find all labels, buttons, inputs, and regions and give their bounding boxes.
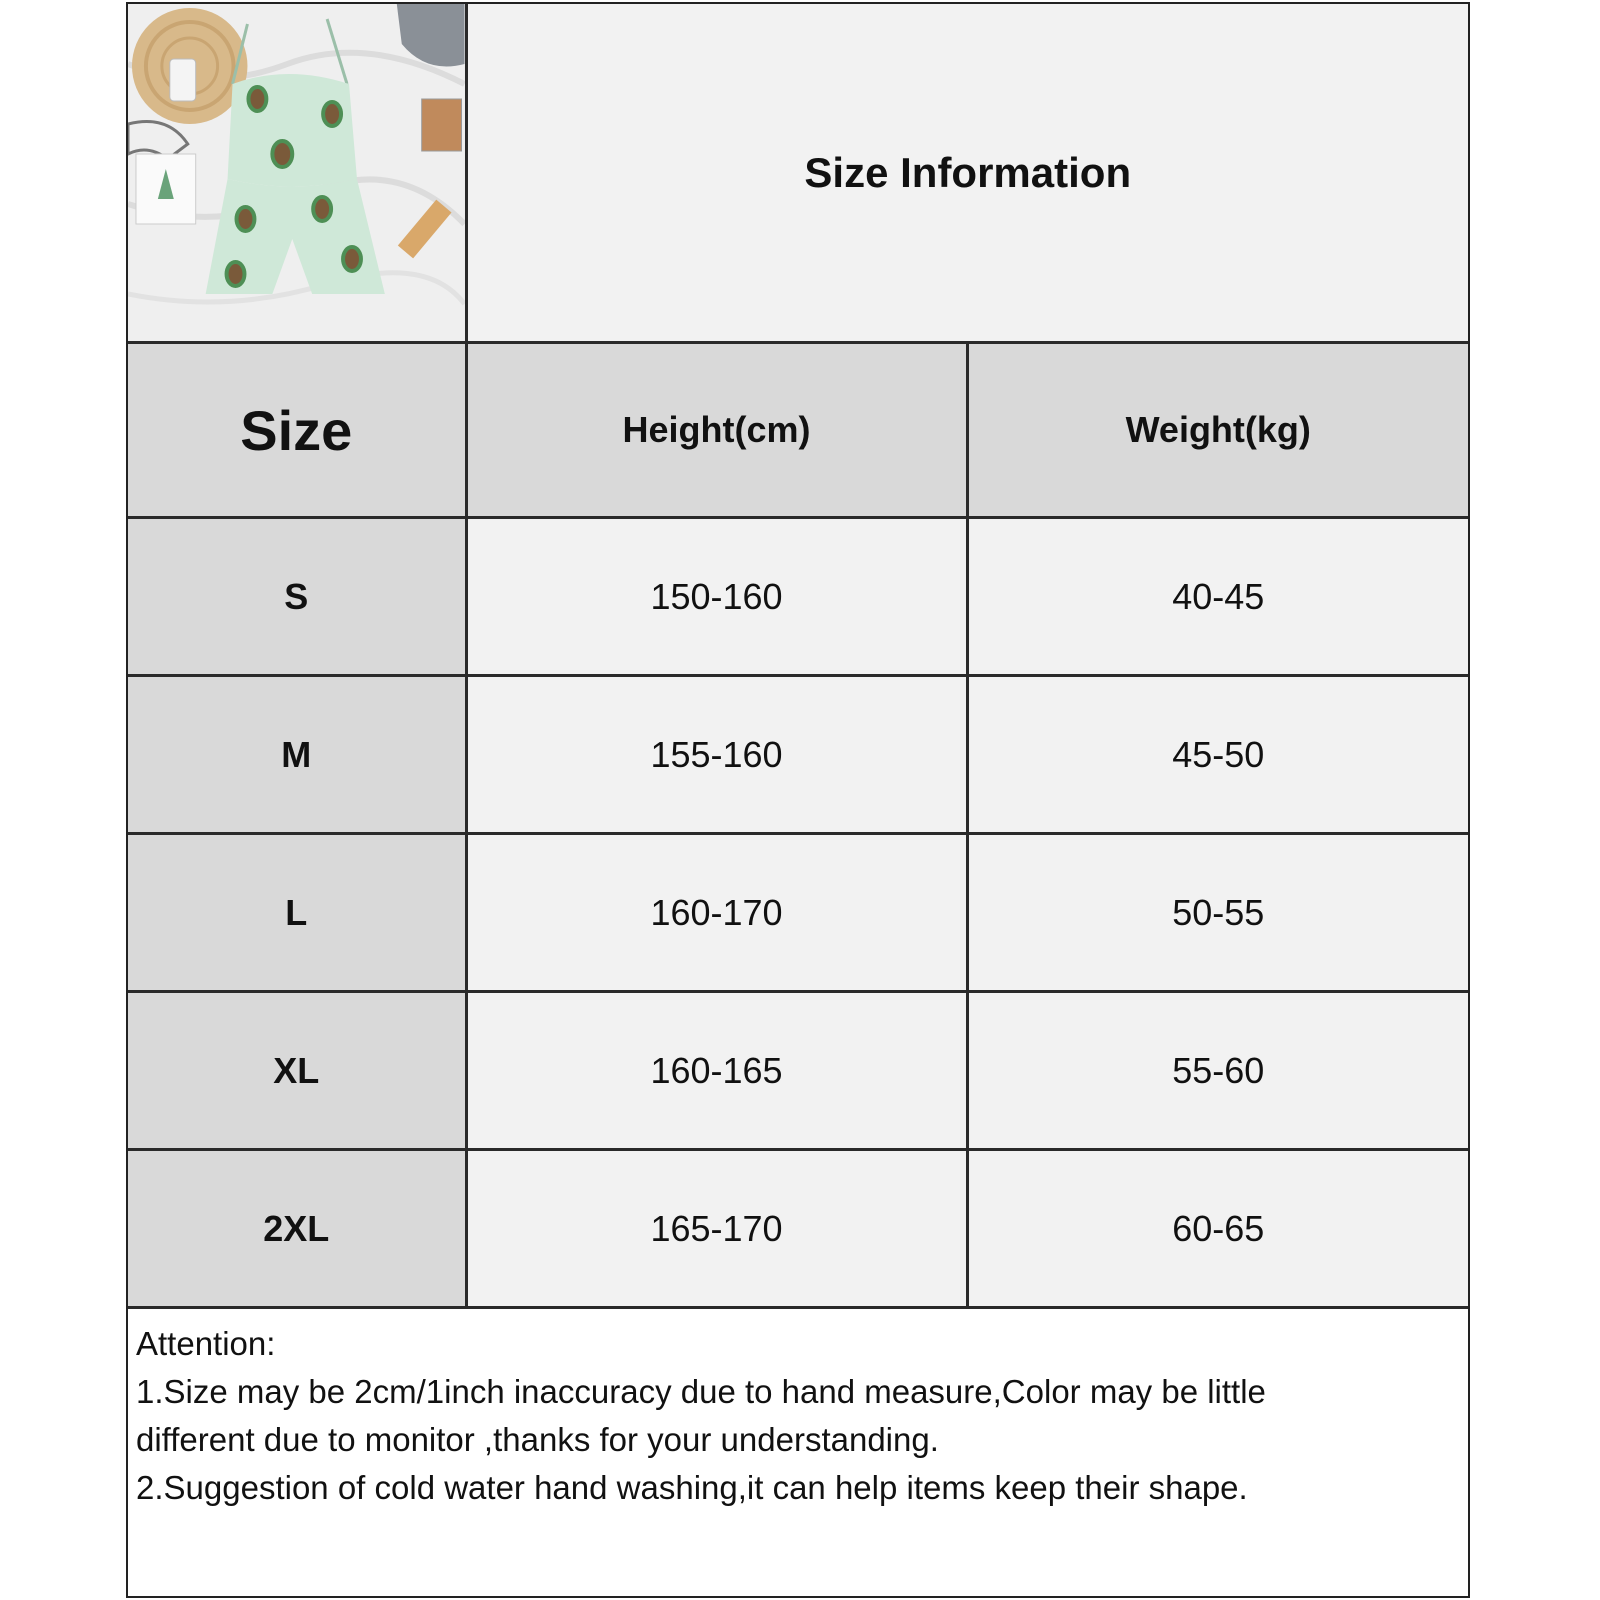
notes-heading: Attention: — [136, 1325, 276, 1362]
weight-value: 50-55 — [967, 834, 1468, 992]
header-height: Height(cm) — [466, 343, 967, 518]
pajama-product-photo-icon — [128, 4, 465, 341]
size-label: S — [128, 518, 466, 676]
weight-value: 60-65 — [967, 1150, 1468, 1308]
table-title-row — [128, 4, 1468, 343]
weight-value: 45-50 — [967, 676, 1468, 834]
attention-notes — [136, 1320, 1456, 1512]
table-header-row — [128, 343, 1468, 518]
header-weight: Weight(kg) — [967, 343, 1468, 518]
size-label: M — [128, 676, 466, 834]
height-value: 165-170 — [466, 1150, 967, 1308]
table-row — [128, 518, 1468, 676]
page-title: Size Information — [466, 4, 1468, 343]
notes-line-1: 1.Size may be 2cm/1inch inaccuracy due to hand measure,Color may be little — [136, 1373, 1266, 1410]
height-value: 150-160 — [466, 518, 967, 676]
size-label: XL — [128, 992, 466, 1150]
table-row — [128, 676, 1468, 834]
notes-line-3: 2.Suggestion of cold water hand washing,it can help items keep their shape. — [136, 1469, 1248, 1506]
size-label: L — [128, 834, 466, 992]
height-value: 160-170 — [466, 834, 967, 992]
product-photo — [128, 4, 466, 343]
height-value: 155-160 — [466, 676, 967, 834]
table-row — [128, 834, 1468, 992]
size-chart — [126, 2, 1470, 1598]
notes-line-2: different due to monitor ,thanks for your understanding. — [136, 1421, 939, 1458]
table-row — [128, 992, 1468, 1150]
header-size: Size — [128, 343, 466, 518]
height-value: 160-165 — [466, 992, 967, 1150]
table-row — [128, 1150, 1468, 1308]
size-label: 2XL — [128, 1150, 466, 1308]
size-table — [128, 4, 1468, 1309]
weight-value: 55-60 — [967, 992, 1468, 1150]
weight-value: 40-45 — [967, 518, 1468, 676]
